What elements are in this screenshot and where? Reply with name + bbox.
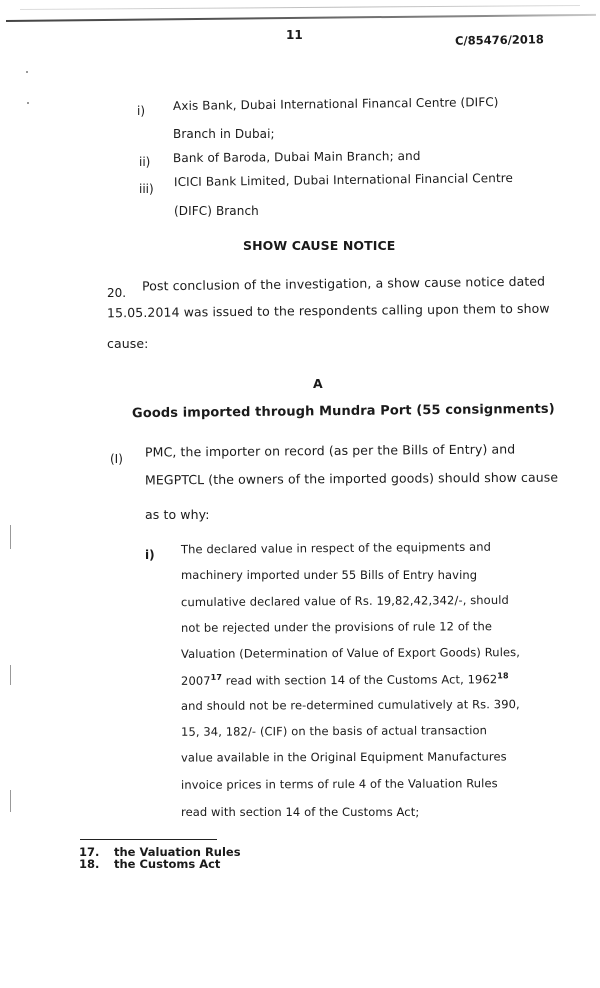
clause-label: i) [145, 548, 155, 562]
list-item-text: Branch in Dubai; [173, 127, 275, 141]
clause-text: not be rejected under the provisions of rule 12 of the [180, 619, 493, 635]
list-label: ii) [139, 155, 151, 169]
clause-text: value available in the Original Equipment Manufactures [180, 749, 507, 765]
footnote-text: the Customs Act [114, 857, 221, 871]
clause-text: PMC, the importer on record (as per the Bills of Entry) and [144, 441, 516, 460]
text-run: read with section 14 of the Customs Act, 1962 [221, 672, 498, 688]
sub-heading-letter: A [313, 376, 323, 391]
scan-speck [10, 525, 11, 549]
clause-text: as to why: [145, 507, 210, 522]
footnote-divider [80, 839, 217, 840]
clause-text: MEGPTCL (the owners of the imported goods) should show cause [144, 469, 559, 488]
list-label: i) [137, 104, 146, 118]
scan-speck [27, 102, 29, 104]
page-number: 11 [286, 28, 303, 42]
clause-text: cumulative declared value of Rs. 19,82,42,342/-, should [180, 592, 509, 610]
paragraph-number: 20. [107, 286, 127, 300]
list-item-text: Bank of Baroda, Dubai Main Branch; and [172, 148, 421, 166]
scan-speck [10, 790, 11, 812]
scan-speck [26, 71, 28, 73]
scan-artifact-line [6, 14, 596, 22]
case-number: C/85476/2018 [454, 32, 544, 48]
paragraph-text: 15.05.2014 was issued to the respondents calling upon them to show [106, 300, 550, 321]
footnote-number: 17. [79, 845, 100, 859]
clause-text: machinery imported under 55 Bills of Entry having [181, 568, 478, 582]
footnote-ref-17[interactable]: 17 [210, 672, 223, 682]
clause-text: The declared value in respect of the equipments and [180, 539, 492, 557]
list-item-text: Axis Bank, Dubai International Financal Centre (DIFC) [172, 95, 499, 113]
clause-text: 15, 34, 182/- (CIF) on the basis of actual transaction [180, 723, 488, 739]
scan-speck [10, 665, 11, 685]
scan-artifact-top [20, 5, 580, 10]
text-run: 2007 [180, 673, 211, 688]
footnote-ref-18[interactable]: 18 [497, 671, 509, 681]
clause-text: invoice prices in terms of rule 4 of the Valuation Rules [180, 776, 498, 792]
clause-label: (I) [110, 452, 123, 466]
footnote-text: the Valuation Rules [114, 845, 241, 859]
list-item-text: (DIFC) Branch [174, 204, 259, 218]
clause-text [181, 672, 509, 688]
clause-text: Valuation (Determination of Value of Export Goods) Rules, [180, 645, 521, 661]
list-item-text: ICICI Bank Limited, Dubai International Financial Centre [173, 170, 514, 190]
paragraph-text: Post conclusion of the investigation, a show cause notice dated [141, 273, 546, 294]
list-label: iii) [139, 182, 154, 196]
clause-text: and should not be re-determined cumulatively at Rs. 390, [180, 697, 520, 713]
section-heading: SHOW CAUSE NOTICE [243, 238, 396, 253]
paragraph-text: cause: [107, 336, 149, 351]
sub-heading-title: Goods imported through Mundra Port (55 consignments) [131, 401, 555, 422]
clause-text: read with section 14 of the Customs Act; [181, 805, 420, 819]
footnote-number: 18. [79, 857, 100, 871]
